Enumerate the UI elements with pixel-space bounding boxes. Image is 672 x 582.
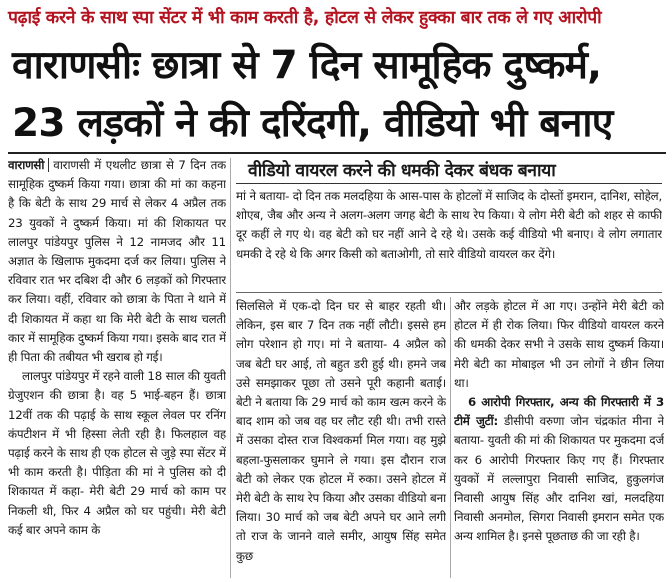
paragraph	[8, 156, 226, 367]
headline-divider	[8, 152, 666, 154]
paragraph-text: डीसीपी वरुणा जोन चंद्रकांत मीना ने बताया- युवती की मां की शिकायत पर मुकदमा दर्ज कर 6 आरोपी गिरफ्तार किए गए हैं। गिरफ्तार युवकों में लल्लापुरा निवासी साजिद, हुकुलगंज निवासी आयुष सिंह और दानिश खां, मलदहिया निवासी अनमोल, सिगरा निवासी इमरान समेत एक अन्य शामिल है। इनसे पूछताछ की जा रही है।	[454, 414, 664, 544]
kicker-headline: पढ़ाई करने के साथ स्पा सेंटर में भी काम करती है, होटल से लेकर हुक्का बार तक ले गए आरोपी	[8, 8, 602, 28]
paragraph	[454, 393, 664, 547]
paragraph: सिलसिले में एक-दो दिन घर से बाहर रहती थी। लेकिन, इस बार 7 दिन तक नहीं लौटी। इससे हम लोग परेशान हो गए। मां ने बताया- 4 अप्रैल को जब बेटी घर आई, तो बहुत डरी हुई थी। हमने जब उसे समझाकर पूछा तो उसने पूरी कहानी बताई। बेटी ने बताया कि 29 मार्च को काम खत्म करने के बाद शाम को जब वह घर लौट रही थी। तभी रास्ते में उसका दोस्त राज विश्वकर्मा मिल गया। वह मुझे बहला-फुसलाकर घुमाने ले गया। इस दौरान राज बेटी को लेकर एक होटल में रुका। उसने होटल में मेरी बेटी के साथ रेप किया और उसका वीडियो बना लिया। 30 मार्च को जब बेटी अपने घर आने लगी तो राज के जानने वाले समीर, आयुष सिंह समेत कुछ	[236, 299, 446, 563]
article-column-2	[236, 297, 446, 580]
section-divider	[236, 292, 662, 293]
article-top-block	[236, 187, 662, 289]
subheadline: वीडियो वायरल करने की धमकी देकर बंधक बनाया	[236, 158, 662, 184]
paragraph: लालपुर पांडेयपुर में रहने वाली 18 साल की युवती ग्रेजुएशन की छात्रा है। वह 5 भाई-बहन हैं। छात्रा 12वीं तक की पढ़ाई के साथ स्कूल लेवल पर रनिंग कंपटीशन में भी हिस्सा लेती रही है। फिलहाल वह पढ़ाई करने के साथ ही एक होटल से जुड़े स्पा सेंटर में भी काम करती है। पीड़िता की मां ने पुलिस को दी शिकायत में कहा- मेरी बेटी 29 मार्च को काम पर निकली थी, फिर 4 अप्रैल को घर पहुंची। मेरी बेटी कई बार अपने काम के	[8, 369, 226, 537]
article-column-3	[454, 297, 664, 580]
main-headline-line-2: 23 लड़कों ने की दरिंदगी, वीडियो भी बनाए	[12, 101, 613, 146]
dateline: वाराणसी	[8, 158, 45, 172]
article-column-1	[8, 156, 226, 580]
paragraph: मां ने बताया- दो दिन तक मलदहिया के आस-पास के होटलों में साजिद के दोस्तों इमरान, दानिश, सोहेल, शोएब, जैब और अन्य ने अलग-अलग जगह बेटी के साथ रेप किया। ये लोग मेरी बेटी को शहर से काफी दूर कहीं ले गए थे। वह बेटी को घर नहीं आने दे रहे थे। उसके कई वीडियो भी बनाए। वे लोग लगातार धमकी दे रहे थे कि अगर किसी को बताओगी, तो सारे वीडियो वायरल कर देंगे।	[236, 189, 662, 261]
subsection-lead: 6 आरोपी गिरफ्तार, अन्य की गिरफ्तारी में 3 टीमें जुटीं:	[454, 395, 664, 429]
main-headline-line-1: वाराणसीः छात्रा से 7 दिन सामूहिक दुष्कर्म,	[12, 43, 602, 88]
paragraph-text: वाराणसी में एथलीट छात्रा से 7 दिन तक सामूहिक दुष्कर्म किया गया। छात्रा की मां का कहना है कि बेटी के साथ 29 मार्च से लेकर 4 अप्रैल तक 23 युवकों ने दुष्कर्म किया। मां की शिकायत पर लालपुर पांडेयपुर पुलिस ने 12 नामजद और 11 अज्ञात के खिलाफ मुकदमा दर्ज कर लिया। पुलिस ने रविवार रात भर दबिश दी और 6 लड़कों को गिरफ्तार कर लिया। वहीं, रविवार को छात्रा के पिता ने थाने में दी शिकायत में कहा था कि मेरी बेटी के साथ चलती कार में सामूहिक दुष्कर्म किया गया। इसके बाद रात में ही पिता की तबीयत भी खराब हो गई।	[8, 158, 226, 365]
paragraph: और लड़के होटल में आ गए। उन्होंने मेरी बेटी को होटल में ही रोक लिया। फिर वीडियो वायरल करने की धमकी देकर सभी ने उसके साथ दुष्कर्म किया। मेरी बेटी का मोबाइल भी उन लोगों ने छीन लिया था।	[454, 299, 664, 390]
column-divider	[230, 158, 231, 578]
column-divider	[450, 297, 451, 578]
